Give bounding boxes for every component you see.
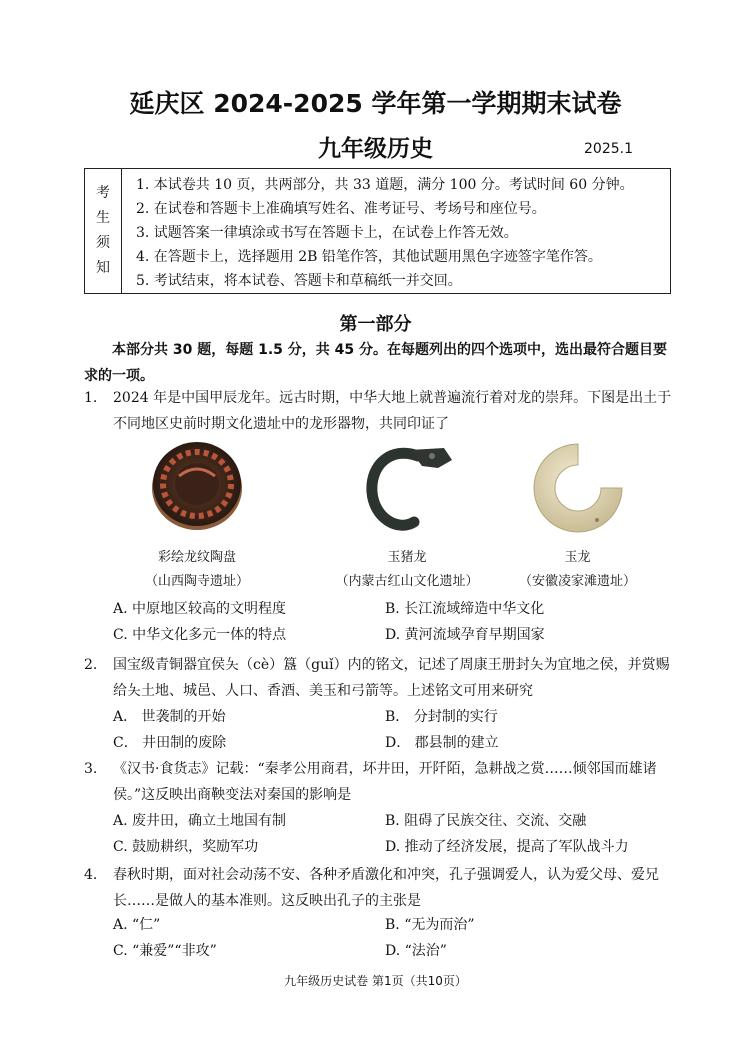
notice-label-char: 生 [96,210,110,226]
page-footer: 九年级历史试卷 第1页（共10页） [284,974,467,988]
question-text: 2024 年是中国甲辰龙年。远古时期，中华大地上就普遍流行着对龙的崇拜。下图是出土于不同地区史前时期文化遗址中的龙形器物，共同印证了 [113,390,672,432]
question-number: 2. [84,657,98,673]
option-c[interactable]: C. “兼爱”“非攻” [113,943,217,959]
option-a[interactable]: A． 世袭制的开始 [113,709,226,725]
notice-item: 2. 在试卷和答题卡上准确填写姓名、准考证号、考场号和座位号。 [136,201,546,217]
figure-caption: 玉龙 [564,550,591,565]
figure-caption: 玉猪龙 [387,550,427,565]
figure-jade-dragon [500,436,655,594]
option-b[interactable]: B． 分封制的实行 [385,709,498,725]
question-3 [84,756,674,808]
notice-label [85,169,122,293]
jade-pig-dragon-image [352,436,462,536]
option-d[interactable]: D. 黄河流域孕育早期国家 [385,627,545,643]
figure-site: （安徽凌家滩遗址） [518,574,636,589]
option-b[interactable]: B. 阻碍了民族交往、交流、交融 [385,813,587,829]
option-a[interactable]: A. “仁” [113,917,161,933]
options-q4 [113,912,673,964]
question-text: 国宝级青铜器宜侯夨（cè）簋（guǐ）内的铭文，记述了周康王册封夨为宜地之侯，并赏赐给夨土地、城邑、人口、香酒、美玉和弓箭等。上述铭文可用来研究 [113,657,670,699]
option-d[interactable]: D. 推动了经济发展，提高了军队战斗力 [385,839,629,855]
notice-item: 3. 试题答案一律填涂或书写在答题卡上，在试卷上作答无效。 [136,225,518,241]
question-text: 《汉书·食货志》记载：“秦孝公用商君，坏井田，开阡陌，急耕战之赏……倾邻国而雄诸侯。”这反映出商鞅变法对秦国的影响是 [113,761,657,803]
option-a[interactable]: A. 中原地区较高的文明程度 [113,601,287,617]
notice-item: 5. 考试结束，将本试卷、答题卡和草稿纸一并交回。 [136,273,462,289]
exam-date: 2025.1 [584,141,633,157]
part-intro: 本部分共 30 题，每题 1.5 分，共 45 分。在每题列出的四个选项中，选出最符合题目要求的一项。 [84,342,668,384]
option-b[interactable]: B. 长江流域缔造中华文化 [385,601,545,617]
notice-label-char: 知 [96,260,110,276]
question-4 [84,862,674,914]
question-number: 4. [84,867,98,883]
options-q2 [113,704,673,756]
notice-list [122,169,670,293]
question-2 [84,652,674,704]
question-number: 1. [84,390,98,406]
question-text: 春秋时期，面对社会动荡不安、各种矛盾激化和冲突，孔子强调爱人，认为爱父母、爱兄长……是做人的基本准则。这反映出孔子的主张是 [113,867,659,909]
figure-site: （山西陶寺遗址） [144,574,249,589]
notice-item: 1. 本试卷共 10 页，共两部分，共 33 道题，满分 100 分。考试时间 60 分钟。 [136,177,634,193]
jade-dragon-image [523,436,633,536]
pottery-plate-image [149,436,245,532]
figure-site: （内蒙古红山文化遗址） [335,574,479,589]
figure-caption: 彩绘龙纹陶盘 [157,550,236,565]
question-number: 3. [84,761,98,777]
figure-pottery-plate [142,436,252,594]
option-c[interactable]: C． 井田制的废除 [113,735,227,751]
options-q1 [113,596,673,648]
option-d[interactable]: D. “法治” [385,943,447,959]
question-1 [84,385,674,437]
option-c[interactable]: C. 鼓励耕织，奖励军功 [113,839,259,855]
part-title: 第一部分 [339,314,412,335]
option-a[interactable]: A. 废井田，确立土地国有制 [113,813,287,829]
figure-jade-pig-dragon [322,436,492,594]
notice-label-char: 考 [96,185,110,201]
notice-box [84,168,671,294]
exam-subtitle: 九年级历史 [318,136,433,162]
exam-title: 延庆区 2024-2025 学年第一学期期末试卷 [129,89,622,118]
notice-label-char: 须 [96,235,110,251]
option-c[interactable]: C. 中华文化多元一体的特点 [113,627,287,643]
options-q3 [113,808,673,860]
option-d[interactable]: D． 郡县制的建立 [385,735,499,751]
option-b[interactable]: B. “无为而治” [385,917,475,933]
notice-item: 4. 在答题卡上，选择题用 2B 铅笔作答，其他试题用黑色字迹签字笔作答。 [136,249,602,265]
